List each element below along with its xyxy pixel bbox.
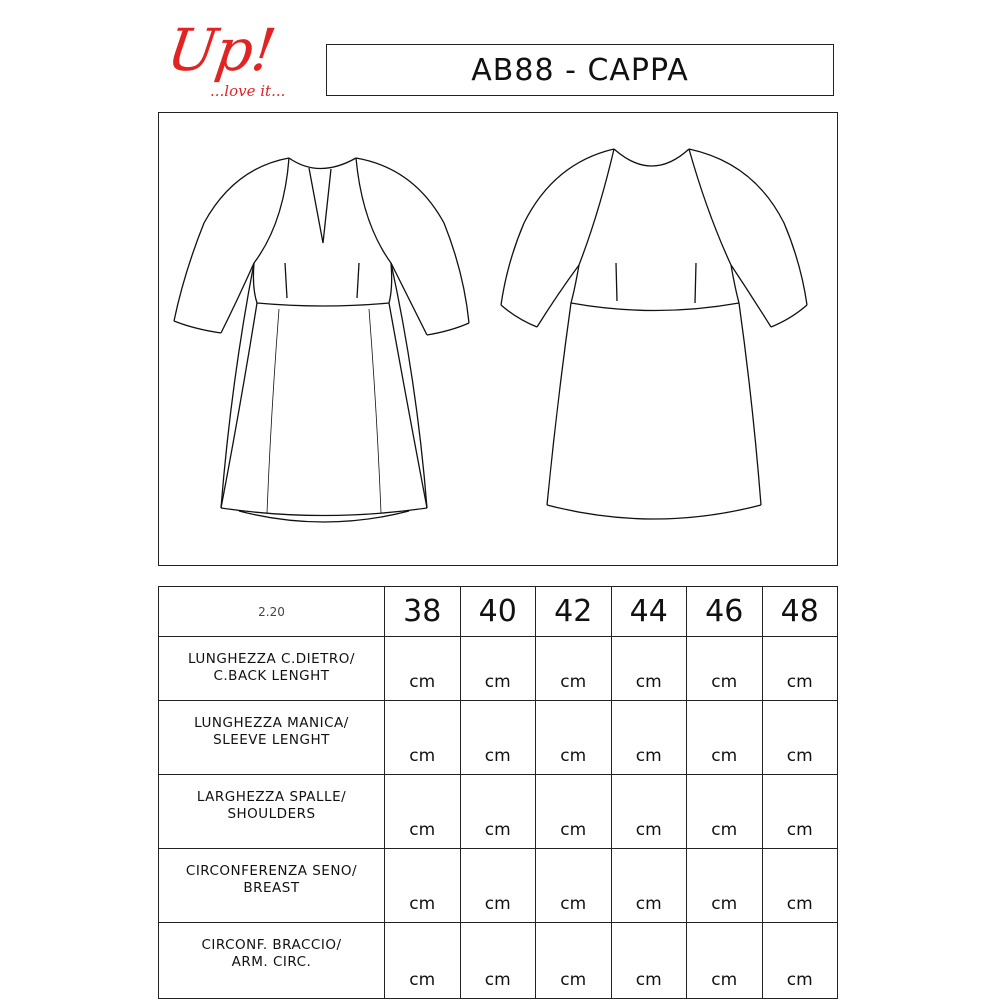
unit-cell: cm	[536, 923, 612, 999]
table-row	[159, 775, 838, 849]
unit-cell: cm	[762, 923, 838, 999]
label-italian: CIRCONF. BRACCIO/	[201, 937, 342, 953]
label-english: SHOULDERS	[227, 806, 316, 822]
unit-cell: cm	[687, 849, 763, 923]
table-row	[159, 923, 838, 999]
size-header-row	[159, 587, 838, 637]
size-38: 38	[385, 587, 461, 637]
unit-cell: cm	[611, 923, 687, 999]
unit-cell: cm	[460, 775, 536, 849]
label-italian: LUNGHEZZA C.DIETRO/	[188, 651, 355, 667]
label-italian: LARGHEZZA SPALLE/	[196, 789, 347, 805]
back-view-sketch	[501, 149, 807, 519]
unit-cell: cm	[385, 923, 461, 999]
label-english: SLEEVE LENGHT	[213, 732, 330, 748]
brand-logo	[160, 14, 320, 104]
unit-cell: cm	[687, 637, 763, 701]
size-chart	[158, 586, 838, 999]
label-english: BREAST	[243, 880, 300, 896]
size-42: 42	[536, 587, 612, 637]
front-view-sketch	[174, 158, 469, 522]
table-row	[159, 637, 838, 701]
row-label-sleeve-length	[159, 701, 385, 775]
label-italian: LUNGHEZZA MANICA/	[194, 715, 349, 731]
brand-tagline: ...love it...	[210, 82, 286, 100]
brand-name: Up!	[163, 16, 280, 84]
label-italian: CIRCONFERENZA SENO/	[185, 863, 358, 879]
unit-cell: cm	[762, 775, 838, 849]
unit-cell: cm	[611, 637, 687, 701]
unit-cell: cm	[687, 701, 763, 775]
size-40: 40	[460, 587, 536, 637]
unit-cell: cm	[536, 637, 612, 701]
garment-sketch	[159, 113, 839, 567]
label-english: C.BACK LENGHT	[213, 668, 330, 684]
page-title: AB88 - CAPPA	[326, 44, 834, 96]
technical-drawing	[158, 112, 838, 566]
unit-cell: cm	[611, 775, 687, 849]
unit-cell: cm	[536, 775, 612, 849]
unit-cell: cm	[687, 923, 763, 999]
row-label-arm-circ	[159, 923, 385, 999]
unit-cell: cm	[611, 701, 687, 775]
unit-cell: cm	[536, 701, 612, 775]
unit-cell: cm	[762, 701, 838, 775]
unit-cell: cm	[385, 637, 461, 701]
unit-cell: cm	[385, 701, 461, 775]
chart-code: 2.20	[159, 587, 385, 637]
size-46: 46	[687, 587, 763, 637]
size-48: 48	[762, 587, 838, 637]
unit-cell: cm	[460, 849, 536, 923]
unit-cell: cm	[460, 637, 536, 701]
table-row	[159, 701, 838, 775]
unit-cell: cm	[611, 849, 687, 923]
unit-cell: cm	[385, 775, 461, 849]
row-label-back-length	[159, 637, 385, 701]
unit-cell: cm	[762, 849, 838, 923]
unit-cell: cm	[460, 701, 536, 775]
row-label-breast	[159, 849, 385, 923]
row-label-shoulders	[159, 775, 385, 849]
label-english: ARM. CIRC.	[231, 954, 312, 970]
unit-cell: cm	[385, 849, 461, 923]
size-44: 44	[611, 587, 687, 637]
unit-cell: cm	[536, 849, 612, 923]
unit-cell: cm	[762, 637, 838, 701]
table-row	[159, 849, 838, 923]
unit-cell: cm	[460, 923, 536, 999]
unit-cell: cm	[687, 775, 763, 849]
